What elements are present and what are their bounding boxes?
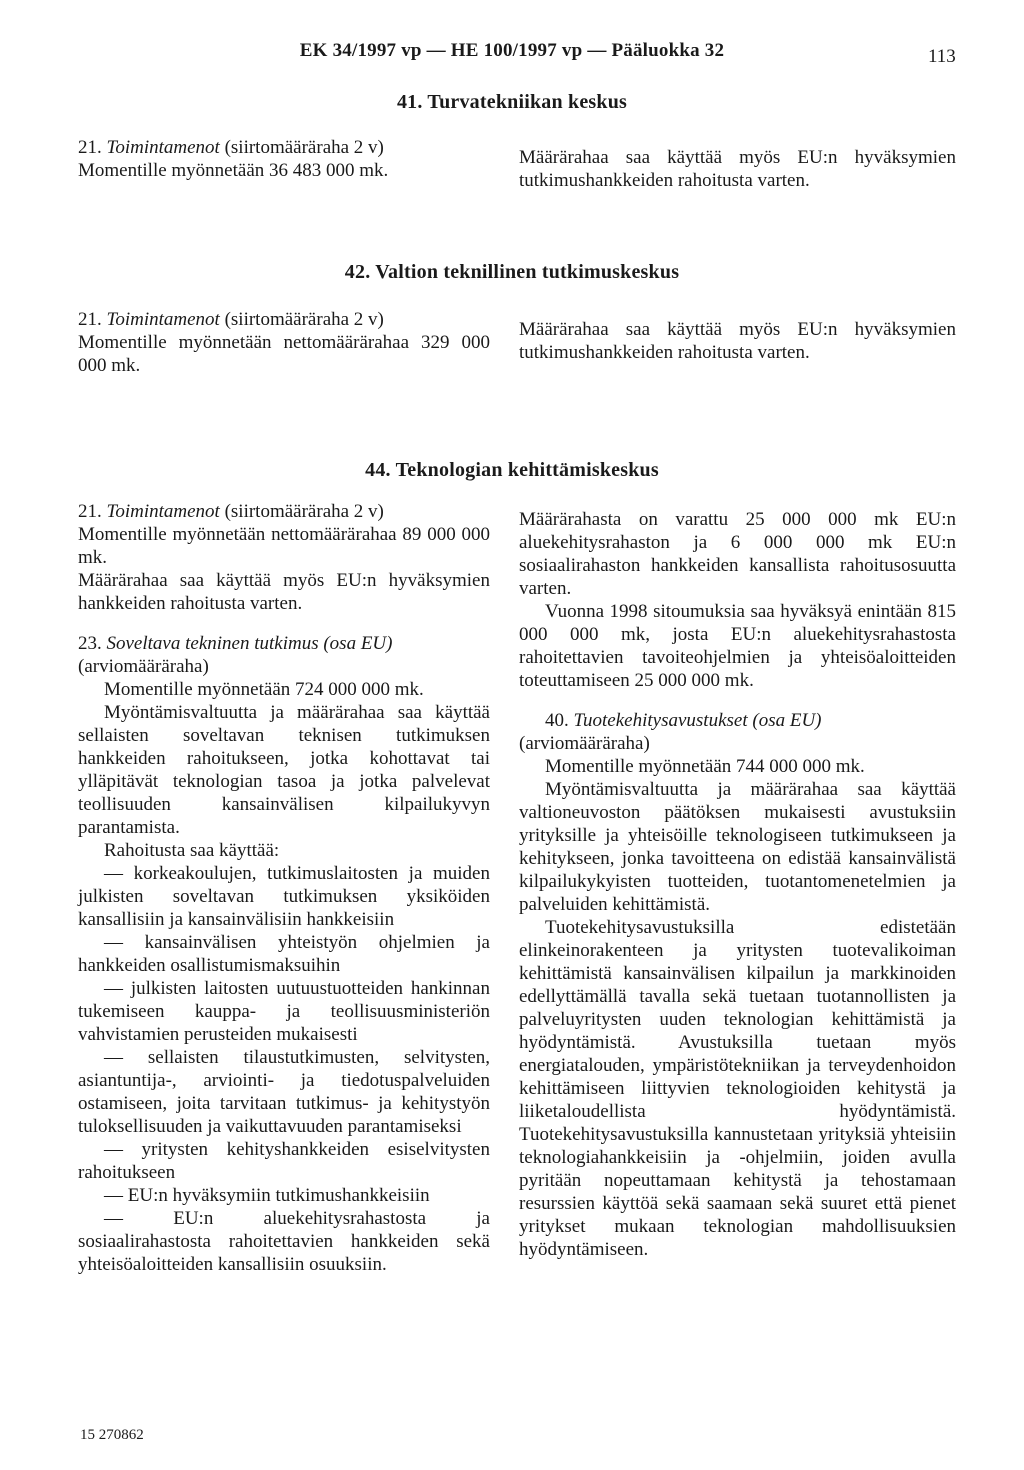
paragraph: Momentille myönnetään nettomäärärahaa 329 000 000 mk.: [78, 332, 490, 376]
paragraph: Määrärahaa saa käyttää myös EU:n hyväksymien tutkimushankkeiden rahoitusta varten.: [519, 319, 956, 363]
section-42-left-column: [78, 308, 490, 377]
list-item: — julkisten laitosten uutuustuotteiden hankinnan tukemiseen kauppa- ja teollisuusministeriön vahvistamien perusteiden mukaisesti: [78, 978, 490, 1045]
paragraph: Momentille myönnetään 36 483 000 mk.: [78, 160, 389, 181]
page-header: [0, 40, 1024, 70]
item-heading: 21. Toimintamenot (siirtomääräraha 2 v): [78, 137, 384, 158]
section-44-right-column: [519, 508, 956, 1261]
running-header: EK 34/1997 vp — HE 100/1997 vp — Pääluokka 32: [299, 40, 725, 61]
section-44-left-column: [78, 500, 490, 1276]
list-item: — kansainvälisen yhteistyön ohjelmien ja hankkeiden osallistumismaksuihin: [78, 932, 490, 976]
section-heading-44: 44. Teknologian kehittämiskeskus: [365, 459, 659, 481]
paragraph: Momentille myönnetään nettomäärärahaa 89 000 000 mk.: [78, 524, 490, 568]
list-item: — EU:n aluekehitysrahastosta ja sosiaalirahastosta rahoitettavien hankkeiden sekä yhteisöaloitteiden kansallisiin osuuksiin.: [78, 1208, 490, 1275]
section-heading-41: 41. Turvatekniikan keskus: [396, 91, 628, 113]
paragraph: Myöntämisvaltuutta ja määrärahaa saa käyttää valtioneuvoston päätöksen mukaisesti avustuksiin yrityksille ja yhteisöille teknologiseen tutkimukseen ja kehitykseen, jonka tavoitteena on edistää kansainvälistä kilpailukykyisten tuotteiden, tuotantomenetelmien ja palveluiden kehittämistä.: [519, 779, 956, 915]
section-heading-42: 42. Valtion teknillinen tutkimuskeskus: [344, 261, 680, 283]
section-42-right-column: [519, 318, 956, 364]
paragraph: Momentille myönnetään 744 000 000 mk.: [545, 756, 865, 777]
paragraph: Määrärahaa saa käyttää myös EU:n hyväksymien hankkeiden rahoitusta varten.: [78, 570, 490, 614]
paragraph: Myöntämisvaltuutta ja määrärahaa saa käyttää sellaisten soveltavan teknisen tutkimuksen hankkeiden rahoitukseen, jotka kohottavat tai ylläpitävät teknologian tasoa ja jotka palvelevat teollisuuden kansainvälisen kilpailukyvyn parantamista.: [78, 702, 490, 838]
paragraph: Tuotekehitysavustuksilla edistetään elinkeinorakenteen ja yritysten tuotevalikoiman kehittämistä kansainvälisen kilpailun ja markkinoiden edellyttämällä tavalla sekä tuetaan tuotannollisten ja palveluyritysten uuden teknologian kehittämistä ja hyödyntämistä. Avustuksilla tuetaan myös energiatalouden, ympäristötekniikan ja terveydenhoidon kehittämiseen liittyvien teknologioiden kehitystä ja liiketaloudellista hyödyntämistä. Tuotekehitysavustuksilla kannustetaan yrityksiä yhteisiin teknologiahankkeisiin ja -ohjelmiin, joiden avulla pyritään nopeuttamaan kehitystä ja tehostamaan resurssien käyttöä sekä saamaan sekä suuret että pienet yritykset mukaan teknologian mahdollisuuksien hyödyntämiseen.: [519, 917, 956, 1260]
item-heading: 40. Tuotekehitysavustukset (osa EU) (arviomääräraha): [519, 710, 822, 754]
item-heading: 21. Toimintamenot (siirtomääräraha 2 v): [78, 309, 384, 330]
list-item: — EU:n hyväksymiin tutkimushankkeisiin: [104, 1185, 430, 1206]
paragraph: Vuonna 1998 sitoumuksia saa hyväksyä enintään 815 000 000 mk, josta EU:n aluekehitysrahastosta rahoitettavien tavoiteohjelmien ja yhteisöaloitteiden toteuttamiseen 25 000 000 mk.: [519, 601, 956, 691]
section-41-right-column: [519, 146, 956, 192]
paragraph: Momentille myönnetään 724 000 000 mk.: [104, 679, 424, 700]
page-number: 113: [928, 46, 956, 67]
list-item: — yritysten kehityshankkeiden esiselvitysten rahoitukseen: [78, 1139, 490, 1183]
item-heading: 23. Soveltava tekninen tutkimus (osa EU) (arviomääräraha): [78, 633, 393, 677]
section-41-left-column: [78, 136, 490, 182]
list-item: — korkeakoulujen, tutkimuslaitosten ja muiden julkisten soveltavan tutkimuksen yksiköiden kansallisiin ja kansainvälisiin hankkeisiin: [78, 863, 490, 930]
paragraph: Määrärahasta on varattu 25 000 000 mk EU:n aluekehitysrahaston ja 6 000 000 mk EU:n sosiaalirahaston hankkeiden kansallista rahoitusosuutta varten.: [519, 509, 956, 599]
paragraph: Määrärahaa saa käyttää myös EU:n hyväksymien tutkimushankkeiden rahoitusta varten.: [519, 147, 956, 191]
footer-print-code: 15 270862: [80, 1427, 144, 1443]
item-heading: 21. Toimintamenot (siirtomääräraha 2 v): [78, 501, 384, 522]
list-item: — sellaisten tilaustutkimusten, selvitysten, asiantuntija-, arviointi- ja tiedotuspalveluiden ostamiseen, joita tarvitaan tutkimus- ja kehitystyön tuloksellisuuden ja vaikuttavuuden parantamiseksi: [78, 1047, 490, 1137]
paragraph: Rahoitusta saa käyttää:: [104, 840, 280, 861]
